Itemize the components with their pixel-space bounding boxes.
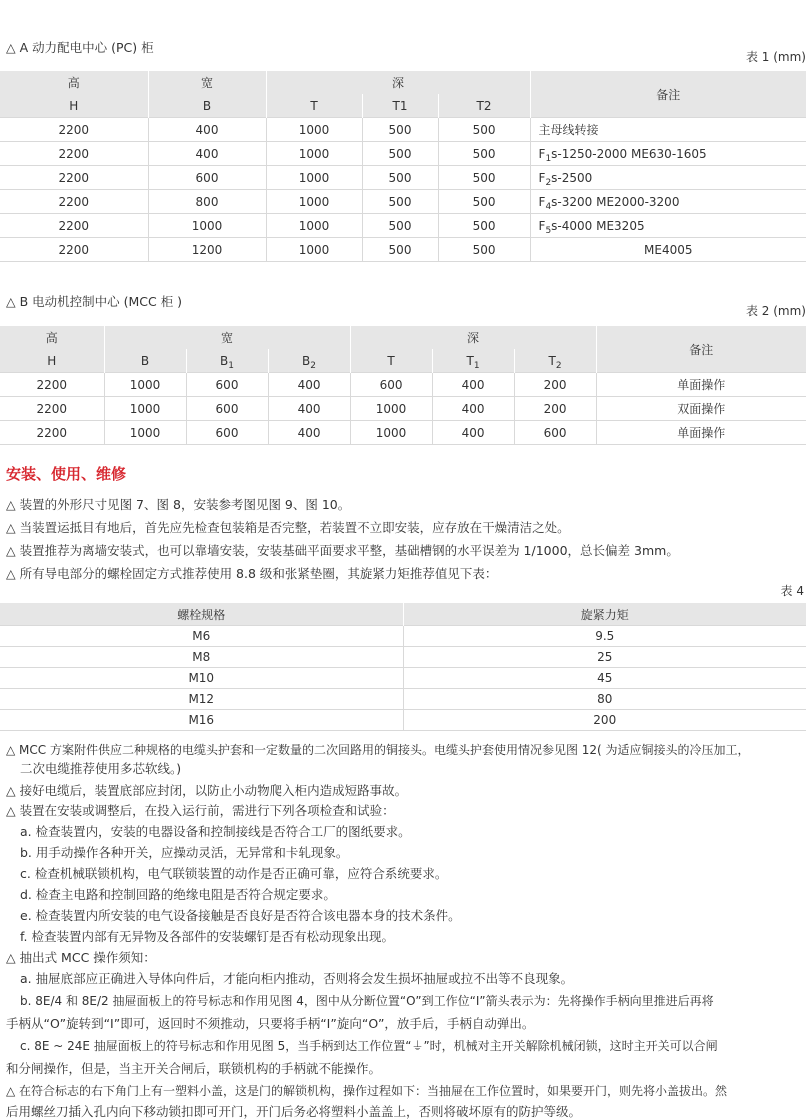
- t1-header-h: H: [0, 94, 148, 118]
- table-1-number: 表 1 (mm): [745, 50, 806, 64]
- table-row: [0, 668, 806, 689]
- table-2: [0, 326, 806, 445]
- table-cell: 600: [148, 166, 266, 190]
- table-4-number: 表 4: [780, 584, 804, 598]
- t2-header-height: 高: [0, 326, 104, 349]
- t1-header-height: 高: [0, 71, 148, 94]
- note-3-item-e: e. 检查装置内所安装的电气设备接触是否良好是否符合该电器本身的技术条件。: [20, 908, 461, 923]
- t2-header-b1: $B_1$: [186, 349, 268, 373]
- table-row: [0, 626, 806, 647]
- table-cell: 500: [362, 142, 438, 166]
- table-cell: 200: [514, 373, 596, 397]
- table-4: [0, 603, 806, 731]
- t1-header-width: 宽: [148, 71, 266, 94]
- table-cell: 500: [438, 142, 530, 166]
- t4-header-torque: 旋紧力矩: [403, 603, 806, 626]
- table-cell: 2200: [0, 166, 148, 190]
- table-row: [0, 421, 806, 445]
- note-4-item-b-line-2: 手柄从“O”旋转到“I”即可，返回时不须推动，只要将手柄“I”旋向“O”，放手后，手柄自动弹出。: [6, 1016, 535, 1031]
- note-3-item-b: b. 用手动操作各种开关，应操动灵活，无异常和卡轧现象。: [20, 845, 349, 860]
- table-cell: $F_1s-1250-2000$ ME630-1605: [530, 142, 806, 166]
- table-cell: 600: [514, 421, 596, 445]
- table-cell: 500: [362, 118, 438, 142]
- table-cell: $F_5s-4000$ ME3205: [530, 214, 806, 238]
- table-cell: M6: [0, 626, 403, 647]
- table-1: [0, 71, 806, 262]
- table-cell: $F_4s-3200$ ME2000-3200: [530, 190, 806, 214]
- table-cell: 1000: [266, 214, 362, 238]
- table-cell: 500: [438, 166, 530, 190]
- table-cell: 400: [432, 373, 514, 397]
- table-cell: 1000: [266, 238, 362, 262]
- table-cell: 500: [362, 214, 438, 238]
- table-cell: 9.5: [403, 626, 806, 647]
- note-4: △ 抽出式 MCC 操作须知：: [6, 950, 156, 965]
- table-cell: 400: [268, 421, 350, 445]
- table-cell: 1000: [266, 142, 362, 166]
- note-5-line-1: △ 在符合标志的右下角门上有一塑料小盖，这是门的解锁机构，操作过程如下：当抽屉在工作位置时，如果要开门，则先将小盖拔出。然: [6, 1084, 728, 1098]
- t2-header-t: T: [350, 349, 432, 373]
- table-cell: 600: [186, 397, 268, 421]
- table-row: [0, 689, 806, 710]
- table-cell: 2200: [0, 118, 148, 142]
- table-cell: 45: [403, 668, 806, 689]
- t1-header-t2: T2: [438, 94, 530, 118]
- table-cell: 500: [438, 118, 530, 142]
- table-cell: 500: [362, 238, 438, 262]
- note-4-item-a: a. 抽屉底部应正确进入导体向件后，才能向柜内推动，否则将会发生损坏抽屉或拉不出等不良现象。: [20, 971, 574, 986]
- table-cell: 双面操作: [596, 397, 806, 421]
- t2-header-b: B: [104, 349, 186, 373]
- table-cell: M16: [0, 710, 403, 731]
- install-paragraph-3: △ 装置推荐为离墙安装式，也可以靠墙安装，安装基础平面要求平整，基础槽钢的水平误差为 1/1000，总长偏差 3mm。: [6, 543, 679, 558]
- note-3-item-f: f. 检查装置内部有无异物及各部件的安装螺钉是否有松动现象出现。: [20, 929, 394, 944]
- note-4-item-c-line-1: c. 8E ~ 24E 抽屉面板上的符号标志和作用见图 5，当手柄到达工作位置“⏚”时，机械对主开关解除机械闭锁，这时主开关可以合闸: [20, 1039, 718, 1053]
- table-cell: 500: [438, 214, 530, 238]
- table-cell: 500: [438, 238, 530, 262]
- table-cell: $F_2s-2500$: [530, 166, 806, 190]
- table-cell: 2200: [0, 397, 104, 421]
- section-a-title: △ A 动力配电中心 (PC) 柜: [6, 40, 154, 55]
- table-cell: 200: [514, 397, 596, 421]
- table-cell: 200: [403, 710, 806, 731]
- note-3: △ 装置在安装或调整后，在投入运行前，需进行下列各项检查和试验：: [6, 803, 395, 818]
- t2-header-remark: 备注: [596, 326, 806, 373]
- t1-header-b: B: [148, 94, 266, 118]
- table-cell: 2200: [0, 142, 148, 166]
- table-cell: 400: [148, 118, 266, 142]
- note-3-item-c: c. 检查机械联锁机构，电气联锁装置的动作是否正确可靠，应符合系统要求。: [20, 866, 448, 881]
- table-cell: 2200: [0, 421, 104, 445]
- note-4-item-b-line-1: b. 8E/4 和 8E/2 抽屉面板上的符号标志和作用见图 4，图中从分断位置“O”到工作位“I”箭头表示为：先将操作手柄向里推进后再将: [20, 994, 714, 1008]
- table-cell: 单面操作: [596, 373, 806, 397]
- table-cell: 主母线转接: [530, 118, 806, 142]
- t2-header-h: H: [0, 349, 104, 373]
- table-cell: 400: [148, 142, 266, 166]
- table-row: [0, 118, 806, 142]
- table-cell: 2200: [0, 238, 148, 262]
- install-paragraph-2: △ 当装置运抵目有地后，首先应先检查包装箱是否完整，若装置不立即安装，应存放在干燥清洁之处。: [6, 520, 570, 535]
- table-cell: 单面操作: [596, 421, 806, 445]
- table-cell: 1000: [266, 118, 362, 142]
- table-cell: 1000: [148, 214, 266, 238]
- install-heading: 安装、使用、维修: [6, 465, 127, 483]
- table-cell: 80: [403, 689, 806, 710]
- note-3-item-a: a. 检查装置内，安装的电器设备和控制接线是否符合工厂的图纸要求。: [20, 824, 411, 839]
- section-b-title: △ B 电动机控制中心 (MCC 柜 ): [6, 294, 183, 309]
- t1-header-depth: 深: [266, 71, 530, 94]
- t4-header-bolt: 螺栓规格: [0, 603, 403, 626]
- table-cell: 400: [268, 373, 350, 397]
- table-cell: 2200: [0, 214, 148, 238]
- table-row: [0, 190, 806, 214]
- table-cell: 1000: [350, 397, 432, 421]
- t2-header-depth: 深: [350, 326, 596, 349]
- note-1-line-1: △ MCC 方案附件供应二种规格的电缆头护套和一定数量的二次回路用的铜接头。电缆头护套使用情况参见图 12( 为适应铜接头的冷压加工，: [6, 743, 750, 757]
- note-1-line-2: 二次电缆推荐使用多芯软线。): [20, 761, 182, 776]
- table-row: [0, 710, 806, 731]
- t2-header-t2: $T_2$: [514, 349, 596, 373]
- table-cell: 2200: [0, 373, 104, 397]
- table-cell: 400: [432, 421, 514, 445]
- table-cell: 1000: [104, 397, 186, 421]
- t2-header-t1: $T_1$: [432, 349, 514, 373]
- table-cell: ME4005: [530, 238, 806, 262]
- table-cell: M12: [0, 689, 403, 710]
- table-cell: 1000: [350, 421, 432, 445]
- table-row: [0, 397, 806, 421]
- table-row: [0, 166, 806, 190]
- t1-header-t: T: [266, 94, 362, 118]
- table-cell: 800: [148, 190, 266, 214]
- table-cell: M10: [0, 668, 403, 689]
- table-cell: 1000: [104, 421, 186, 445]
- table-cell: 500: [438, 190, 530, 214]
- t1-header-remark: 备注: [530, 71, 806, 118]
- t1-header-t1: T1: [362, 94, 438, 118]
- table-cell: 1000: [266, 166, 362, 190]
- table-cell: 1000: [104, 373, 186, 397]
- note-2: △ 接好电缆后，装置底部应封闭，以防止小动物爬入柜内造成短路事故。: [6, 783, 408, 798]
- table-row: [0, 647, 806, 668]
- table-2-number: 表 2 (mm): [745, 304, 806, 318]
- table-row: [0, 142, 806, 166]
- table-cell: M8: [0, 647, 403, 668]
- table-cell: 1200: [148, 238, 266, 262]
- note-5-line-2: 后用螺丝刀插入孔内向下移动锁扣即可开门，开门后务必将塑料小盖盖上，否则将破坏原有的防护等级。: [6, 1104, 582, 1119]
- install-paragraph-1: △ 装置的外形尺寸见图 7、图 8，安装参考图见图 9、图 10。: [6, 497, 351, 512]
- table-cell: 400: [432, 397, 514, 421]
- table-cell: 2200: [0, 190, 148, 214]
- t2-header-b2: $B_2$: [268, 349, 350, 373]
- table-cell: 600: [186, 373, 268, 397]
- table-cell: 500: [362, 190, 438, 214]
- install-paragraph-4: △ 所有导电部分的螺栓固定方式推荐使用 8.8 级和张紧垫圈，其旋紧力矩推荐值见下表：: [6, 566, 498, 581]
- note-3-item-d: d. 检查主电路和控制回路的绝缘电阻是否符合规定要求。: [20, 887, 336, 902]
- table-cell: 25: [403, 647, 806, 668]
- table-row: [0, 373, 806, 397]
- table-cell: 400: [268, 397, 350, 421]
- table-row: [0, 214, 806, 238]
- table-cell: 600: [186, 421, 268, 445]
- t2-header-width: 宽: [104, 326, 350, 349]
- note-4-item-c-line-2: 和分闸操作，但是，当主开关合闸后，联锁机构的手柄就不能操作。: [6, 1061, 382, 1076]
- table-row: [0, 238, 806, 262]
- table-cell: 1000: [266, 190, 362, 214]
- table-cell: 500: [362, 166, 438, 190]
- table-cell: 600: [350, 373, 432, 397]
